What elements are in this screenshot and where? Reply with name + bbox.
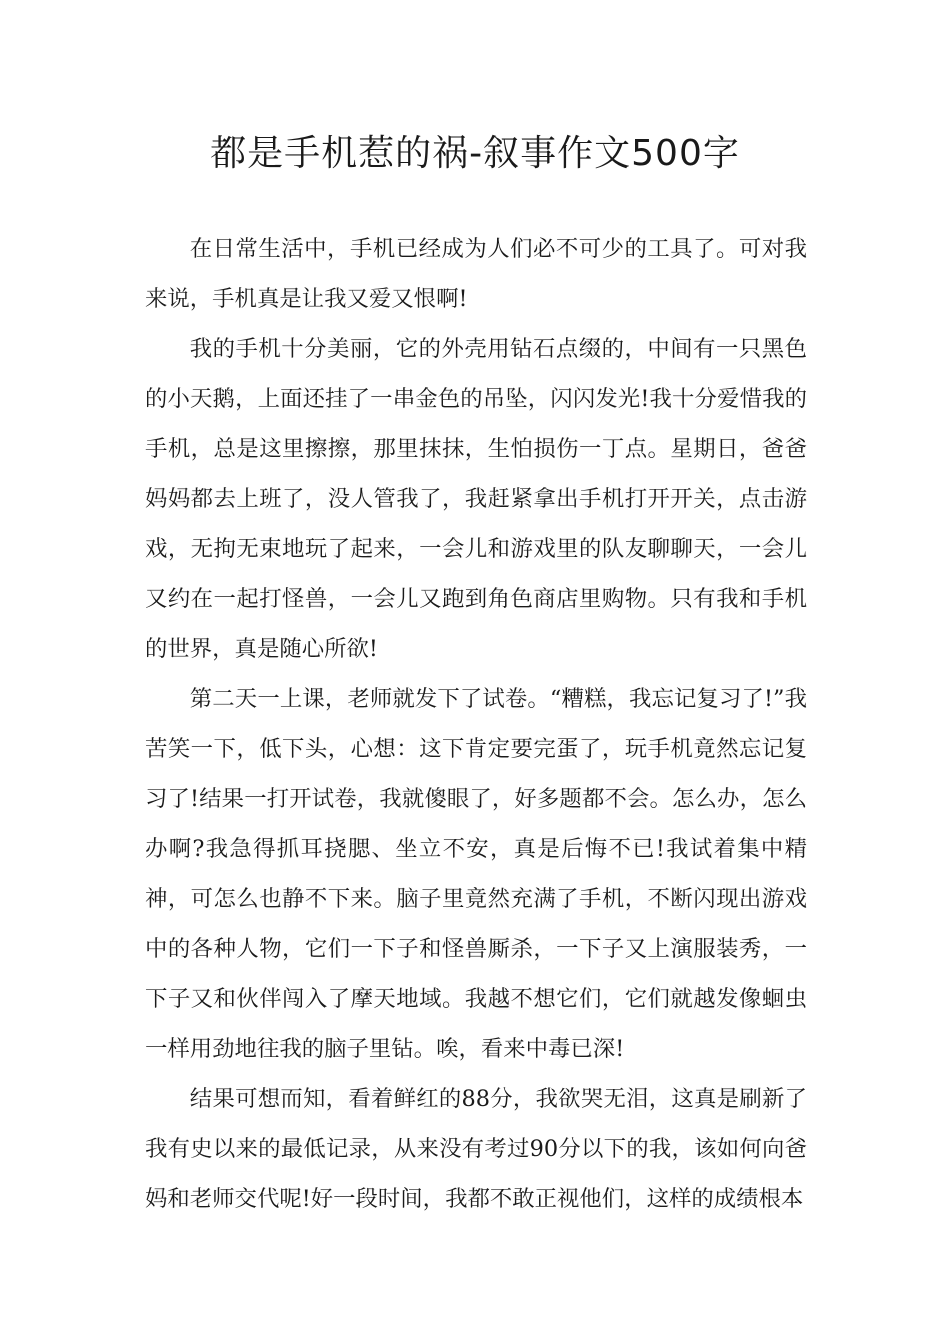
document-body bbox=[145, 224, 807, 1224]
document-title: 都是手机惹的祸-叙事作文500字 bbox=[210, 133, 740, 174]
paragraph-2: 我的手机十分美丽，它的外壳用钻石点缀的，中间有一只黑色的小天鹅，上面还挂了一串金色的吊坠，闪闪发光!我十分爱惜我的手机，总是这里擦擦，那里抹抹，生怕损伤一丁点。星期日，爸爸妈妈都去上班了，没人管我了，我赶紧拿出手机打开开关，点击游戏，无拘无束地玩了起来，一会儿和游戏里的队友聊聊天，一会儿又约在一起打怪兽，一会儿又跑到角色商店里购物。只有我和手机的世界，真是随心所欲! bbox=[145, 336, 807, 662]
paragraph-4: 结果可想而知，看着鲜红的88分，我欲哭无泪，这真是刷新了我有史以来的最低记录，从来没有考过90分以下的我，该如何向爸妈和老师交代呢!好一段时间，我都不敢正视他们，这样的成绩根本 bbox=[145, 1086, 807, 1212]
paragraph-3: 第二天一上课，老师就发下了试卷。“糟糕，我忘记复习了!”我苦笑一下，低下头，心想：这下肯定要完蛋了，玩手机竟然忘记复习了!结果一打开试卷，我就傻眼了，好多题都不会。怎么办，怎么办啊?我急得抓耳挠腮、坐立不安，真是后悔不已!我试着集中精神，可怎么也静不下来。脑子里竟然充满了手机，不断闪现出游戏中的各种人物，它们一下子和怪兽厮杀，一下子又上演服装秀，一下子又和伙伴闯入了摩天地域。我越不想它们，它们就越发像蛔虫一样用劲地往我的脑子里钻。唉，看来中毒已深! bbox=[145, 686, 807, 1062]
paragraph-1: 在日常生活中，手机已经成为人们必不可少的工具了。可对我来说，手机真是让我又爱又恨啊! bbox=[145, 236, 807, 312]
